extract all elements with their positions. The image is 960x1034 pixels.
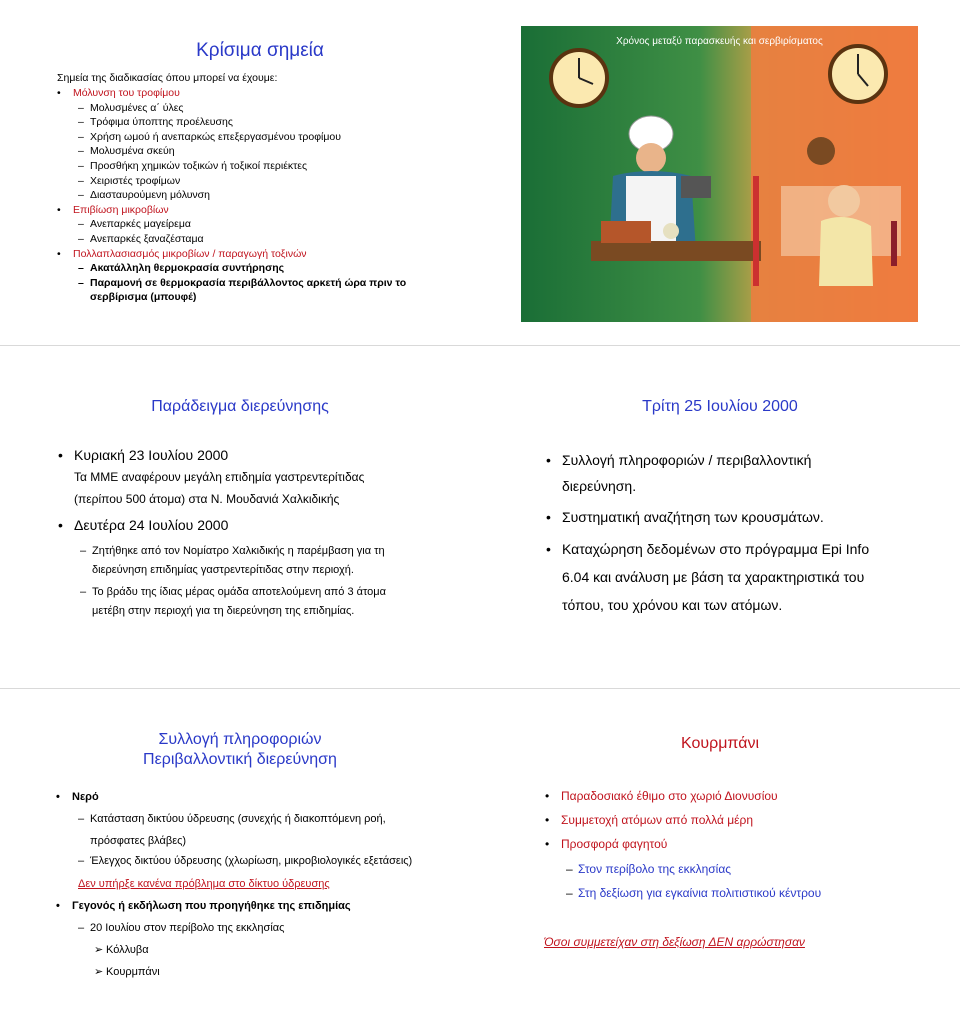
bullet-info-collection-cont: διερεύνηση.: [562, 478, 637, 494]
bullet-monday: • Δευτέρα 24 Ιουλίου 2000: [74, 516, 228, 534]
bullet-data-entry-cont-2: τόπου, του χρόνου και των ατόμων.: [562, 597, 783, 613]
bullet-sunday: • Κυριακή 23 Ιουλίου 2000: [74, 446, 228, 464]
sub-item-2-cont: μετέβη στην περιοχή για τη διερεύνηση της επιδημίας.: [92, 605, 355, 617]
critical-point-heading: • Μόλυνση του τροφίμου: [73, 86, 180, 101]
sub-church-yard: – Στον περίβολο της εκκλησίας: [578, 860, 731, 878]
critical-point-item: – Τρόφιμα ύποπτης προέλευσης: [90, 115, 233, 130]
critical-point-item: – Ανεπαρκές μαγείρεμα: [90, 217, 191, 232]
slide-title-line1: Συλλογή πληροφοριών: [158, 731, 322, 748]
slide-title: Παράδειγμα διερεύνησης: [151, 398, 329, 415]
sub-network-check: – Έλεγχος δικτύου ύδρευσης (χλωρίωση, μικροβιολογικές εξετάσεις): [90, 853, 412, 869]
text-media-report: Τα ΜΜΕ αναφέρουν μεγάλη επιδημία γαστρεντερίτιδας: [74, 470, 365, 484]
bullet-data-entry: • Καταχώρηση δεδομένων στο πρόγραμμα Epi Info: [562, 539, 869, 559]
critical-point-item: – Χειριστές τροφίμων: [90, 174, 180, 189]
critical-point-item: – Μολυσμένες α΄ ύλες: [90, 101, 183, 116]
bullet-data-entry-cont: 6.04 και ανάλυση με βάση τα χαρακτηριστικά του: [562, 569, 865, 585]
bullet-water: • Νερό: [72, 789, 99, 805]
slide-environmental-investigation: [0, 689, 480, 1034]
slide-title: Κρίσιμα σημεία: [196, 40, 324, 61]
bullet-info-collection: • Συλλογή πληροφοριών / περιβαλλοντική: [562, 450, 811, 470]
note-no-problem: Δεν υπήρξε κανένα πρόβλημα στο δίκτυο ύδρευσης: [78, 878, 330, 890]
sub-item-1: – Ζητήθηκε από τον Νομίατρο Χαλκιδικής η παρέμβαση για τη: [92, 542, 385, 560]
critical-point-item: σερβίρισμα (μπουφέ): [90, 291, 197, 304]
illustration-image: [521, 26, 918, 322]
bullet-food-offering: • Προσφορά φαγητού: [561, 835, 667, 853]
sub-kourbani: ➢ Κουρμπάνι: [106, 964, 160, 980]
slide-title-line2: Περιβαλλοντική διερεύνηση: [143, 751, 337, 768]
sub-network-state: – Κατάσταση δικτύου ύδρευσης (συνεχής ή διακοπτόμενη ροή,: [90, 811, 386, 827]
critical-point-heading: • Επιβίωση μικροβίων: [73, 203, 169, 218]
critical-point-item: – Παραμονή σε θερμοκρασία περιβάλλοντος αρκετή ώρα πριν το: [90, 276, 406, 291]
critical-point-item: – Ανεπαρκές ξαναζέσταμα: [90, 232, 204, 247]
sub-reception: – Στη δεξίωση για εγκαίνια πολιτιστικού κέντρου: [578, 884, 821, 902]
critical-point-item: – Προσθήκη χημικών τοξικών ή τοξικοί περιέκτες: [90, 159, 307, 174]
conclusion-text: Όσοι συμμετείχαν στη δεξίωση ΔΕΝ αρρώστησαν: [544, 935, 805, 949]
critical-point-item: – Ακατάλληλη θερμοκρασία συντήρησης: [90, 261, 284, 276]
sub-event-date: – 20 Ιουλίου στον περίβολο της εκκλησίας: [90, 920, 284, 936]
bullet-tradition: • Παραδοσιακό έθιμο στο χωριό Διονυσίου: [561, 787, 778, 805]
critical-point-item: – Διασταυρούμενη μόλυνση: [90, 188, 210, 203]
bullet-participation: • Συμμετοχή ατόμων από πολλά μέρη: [561, 811, 753, 829]
bullet-case-search: • Συστηματική αναζήτηση των κρουσμάτων.: [562, 507, 824, 527]
slide-title: Κουρμπάνι: [680, 735, 760, 752]
slide-kourbani: [480, 689, 960, 1034]
slide-investigation-example: [0, 346, 480, 688]
critical-point-item: – Χρήση ωμού ή ανεπαρκώς επεξεργασμένου τροφίμου: [90, 130, 341, 145]
intro-text: Σημεία της διαδικασίας όπου μπορεί να έχουμε:: [57, 72, 278, 84]
sub-item-1-cont: διερεύνηση επιδημίας γαστρεντερίτιδας στην περιοχή.: [92, 564, 354, 576]
bullet-preceding-event: • Γεγονός ή εκδήλωση που προηγήθηκε της επιδημίας: [72, 898, 351, 914]
sub-kollyva: ➢ Κόλλυβα: [106, 942, 149, 958]
text-media-report-2: (περίπου 500 άτομα) στα Ν. Μουδανιά Χαλκιδικής: [74, 492, 340, 506]
sub-item-2: – Το βράδυ της ίδιας μέρας ομάδα αποτελούμενη από 3 άτομα: [92, 583, 386, 601]
critical-point-item: – Μολυσμένα σκεύη: [90, 144, 175, 159]
critical-point-heading: • Πολλαπλασιασμός μικροβίων / παραγωγή τοξινών: [73, 247, 307, 262]
slide-tuesday: [480, 346, 960, 688]
sub-network-state-cont: πρόσφατες βλάβες): [90, 835, 187, 847]
illustration-chef-and-diners: [521, 26, 918, 322]
slide-title: Τρίτη 25 Ιουλίου 2000: [642, 398, 798, 415]
right-clock-icon: [830, 46, 886, 102]
left-clock-icon: [551, 50, 607, 106]
illustration-caption: Χρόνος μεταξύ παρασκευής και σερβιρίσματος: [616, 36, 823, 47]
slide-critical-points: [0, 0, 480, 345]
